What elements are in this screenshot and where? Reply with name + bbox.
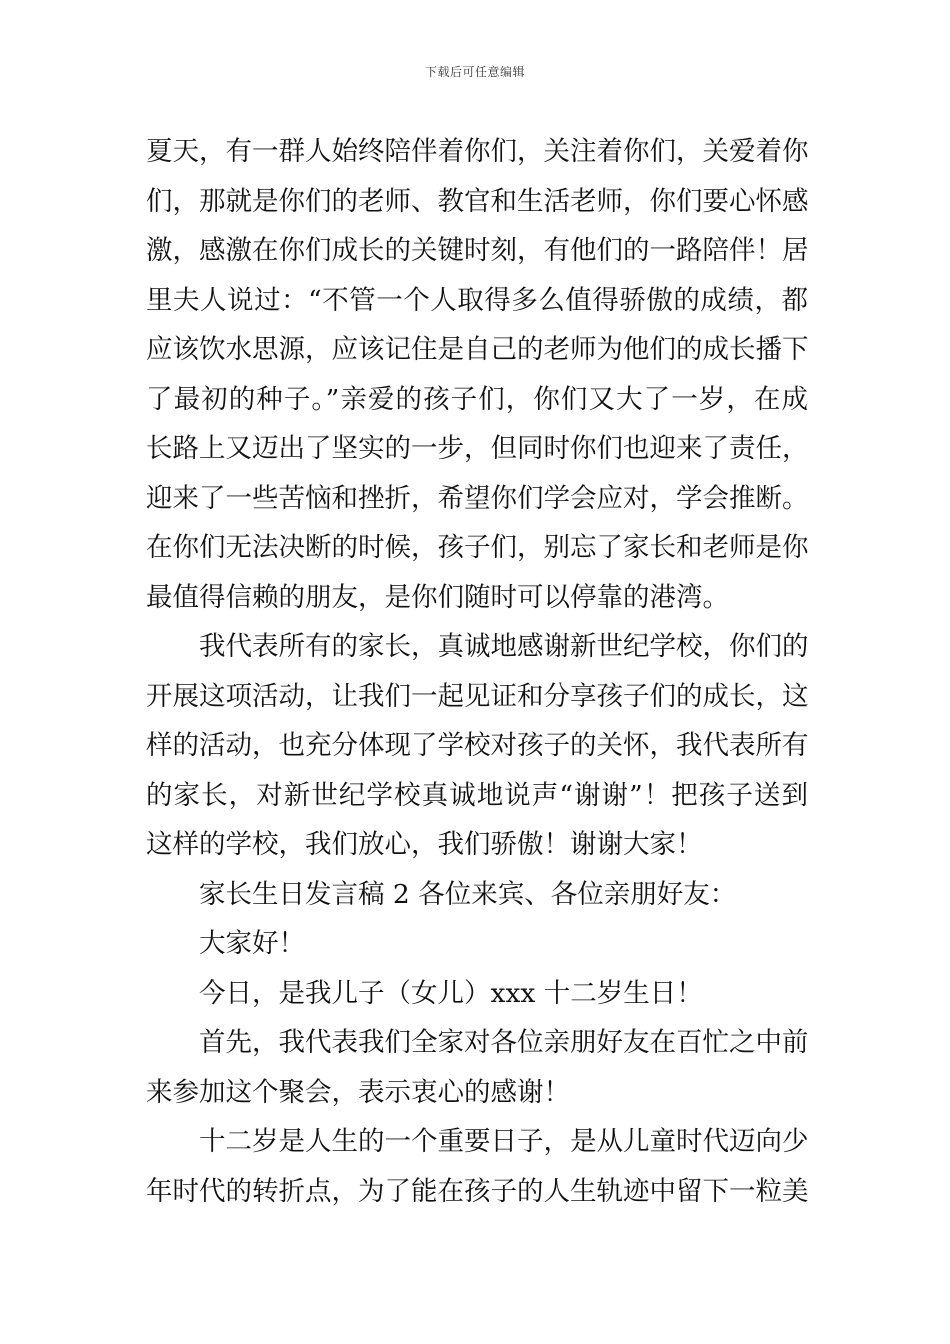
text-line: 来参加这个聚会，表示衷心的感谢！ <box>146 1076 570 1108</box>
text-line: 首先，我代表我们全家对各位亲朋好友在百忙之中前 <box>199 1027 808 1058</box>
text-line: 应该饮水思源，应该记住是自己的老师为他们的成长播下 <box>146 334 808 365</box>
text-line: 了最初的种子。”亲爱的孩子们，你们又大了一岁，在成 <box>146 383 808 415</box>
paragraph <box>146 919 808 969</box>
paragraph <box>146 870 808 920</box>
text-line: 样的活动，也充分体现了学校对孩子的关怀，我代表所有 <box>146 730 808 761</box>
paragraph <box>146 969 808 1019</box>
document-body <box>146 127 808 1216</box>
text-line: 今日，是我儿子（女儿）xxx 十二岁生日！ <box>199 977 703 1009</box>
paragraph <box>146 1117 808 1216</box>
text-line: 这样的学校，我们放心，我们骄傲！谢谢大家！ <box>146 829 703 860</box>
text-line: 的家长，对新世纪学校真诚地说声“谢谢”！把孩子送到 <box>146 779 808 811</box>
paragraph <box>146 1018 808 1117</box>
text-line: 我代表所有的家长，真诚地感谢新世纪学校，你们的 <box>199 631 808 662</box>
text-line: 年时代的转折点，为了能在孩子的人生轨迹中留下一粒美 <box>146 1175 808 1207</box>
text-line: 开展这项活动，让我们一起见证和分享孩子们的成长，这 <box>146 680 808 712</box>
text-line: 夏天，有一群人始终陪伴着你们，关注着你们，关爱着你 <box>146 136 808 167</box>
paragraph <box>146 622 808 870</box>
page-header: 下载后可任意编辑 <box>424 65 525 79</box>
text-line: 里夫人说过：“不管一个人取得多么值得骄傲的成绩，都 <box>146 284 808 316</box>
text-line: 激，感激在你们成长的关键时刻，有他们的一路陪伴！居 <box>146 235 808 266</box>
text-line: 长路上又迈出了坚实的一步，但同时你们也迎来了责任， <box>146 433 808 464</box>
text-line: 家长生日发言稿 2 各位来宾、各位亲朋好友： <box>199 878 737 910</box>
text-line: 迎来了一些苦恼和挫折，希望你们学会应对，学会推断。 <box>146 482 808 514</box>
text-line: 十二岁是人生的一个重要日子，是从儿童时代迈向少 <box>199 1126 808 1157</box>
text-line: 在你们无法决断的时候，孩子们，别忘了家长和老师是你 <box>146 532 808 563</box>
text-line: 大家好！ <box>199 928 305 959</box>
paragraph <box>146 127 808 622</box>
text-line: 们，那就是你们的老师、教官和生活老师，你们要心怀感 <box>146 185 808 217</box>
text-line: 最值得信赖的朋友，是你们随时可以停靠的港湾。 <box>146 581 729 613</box>
